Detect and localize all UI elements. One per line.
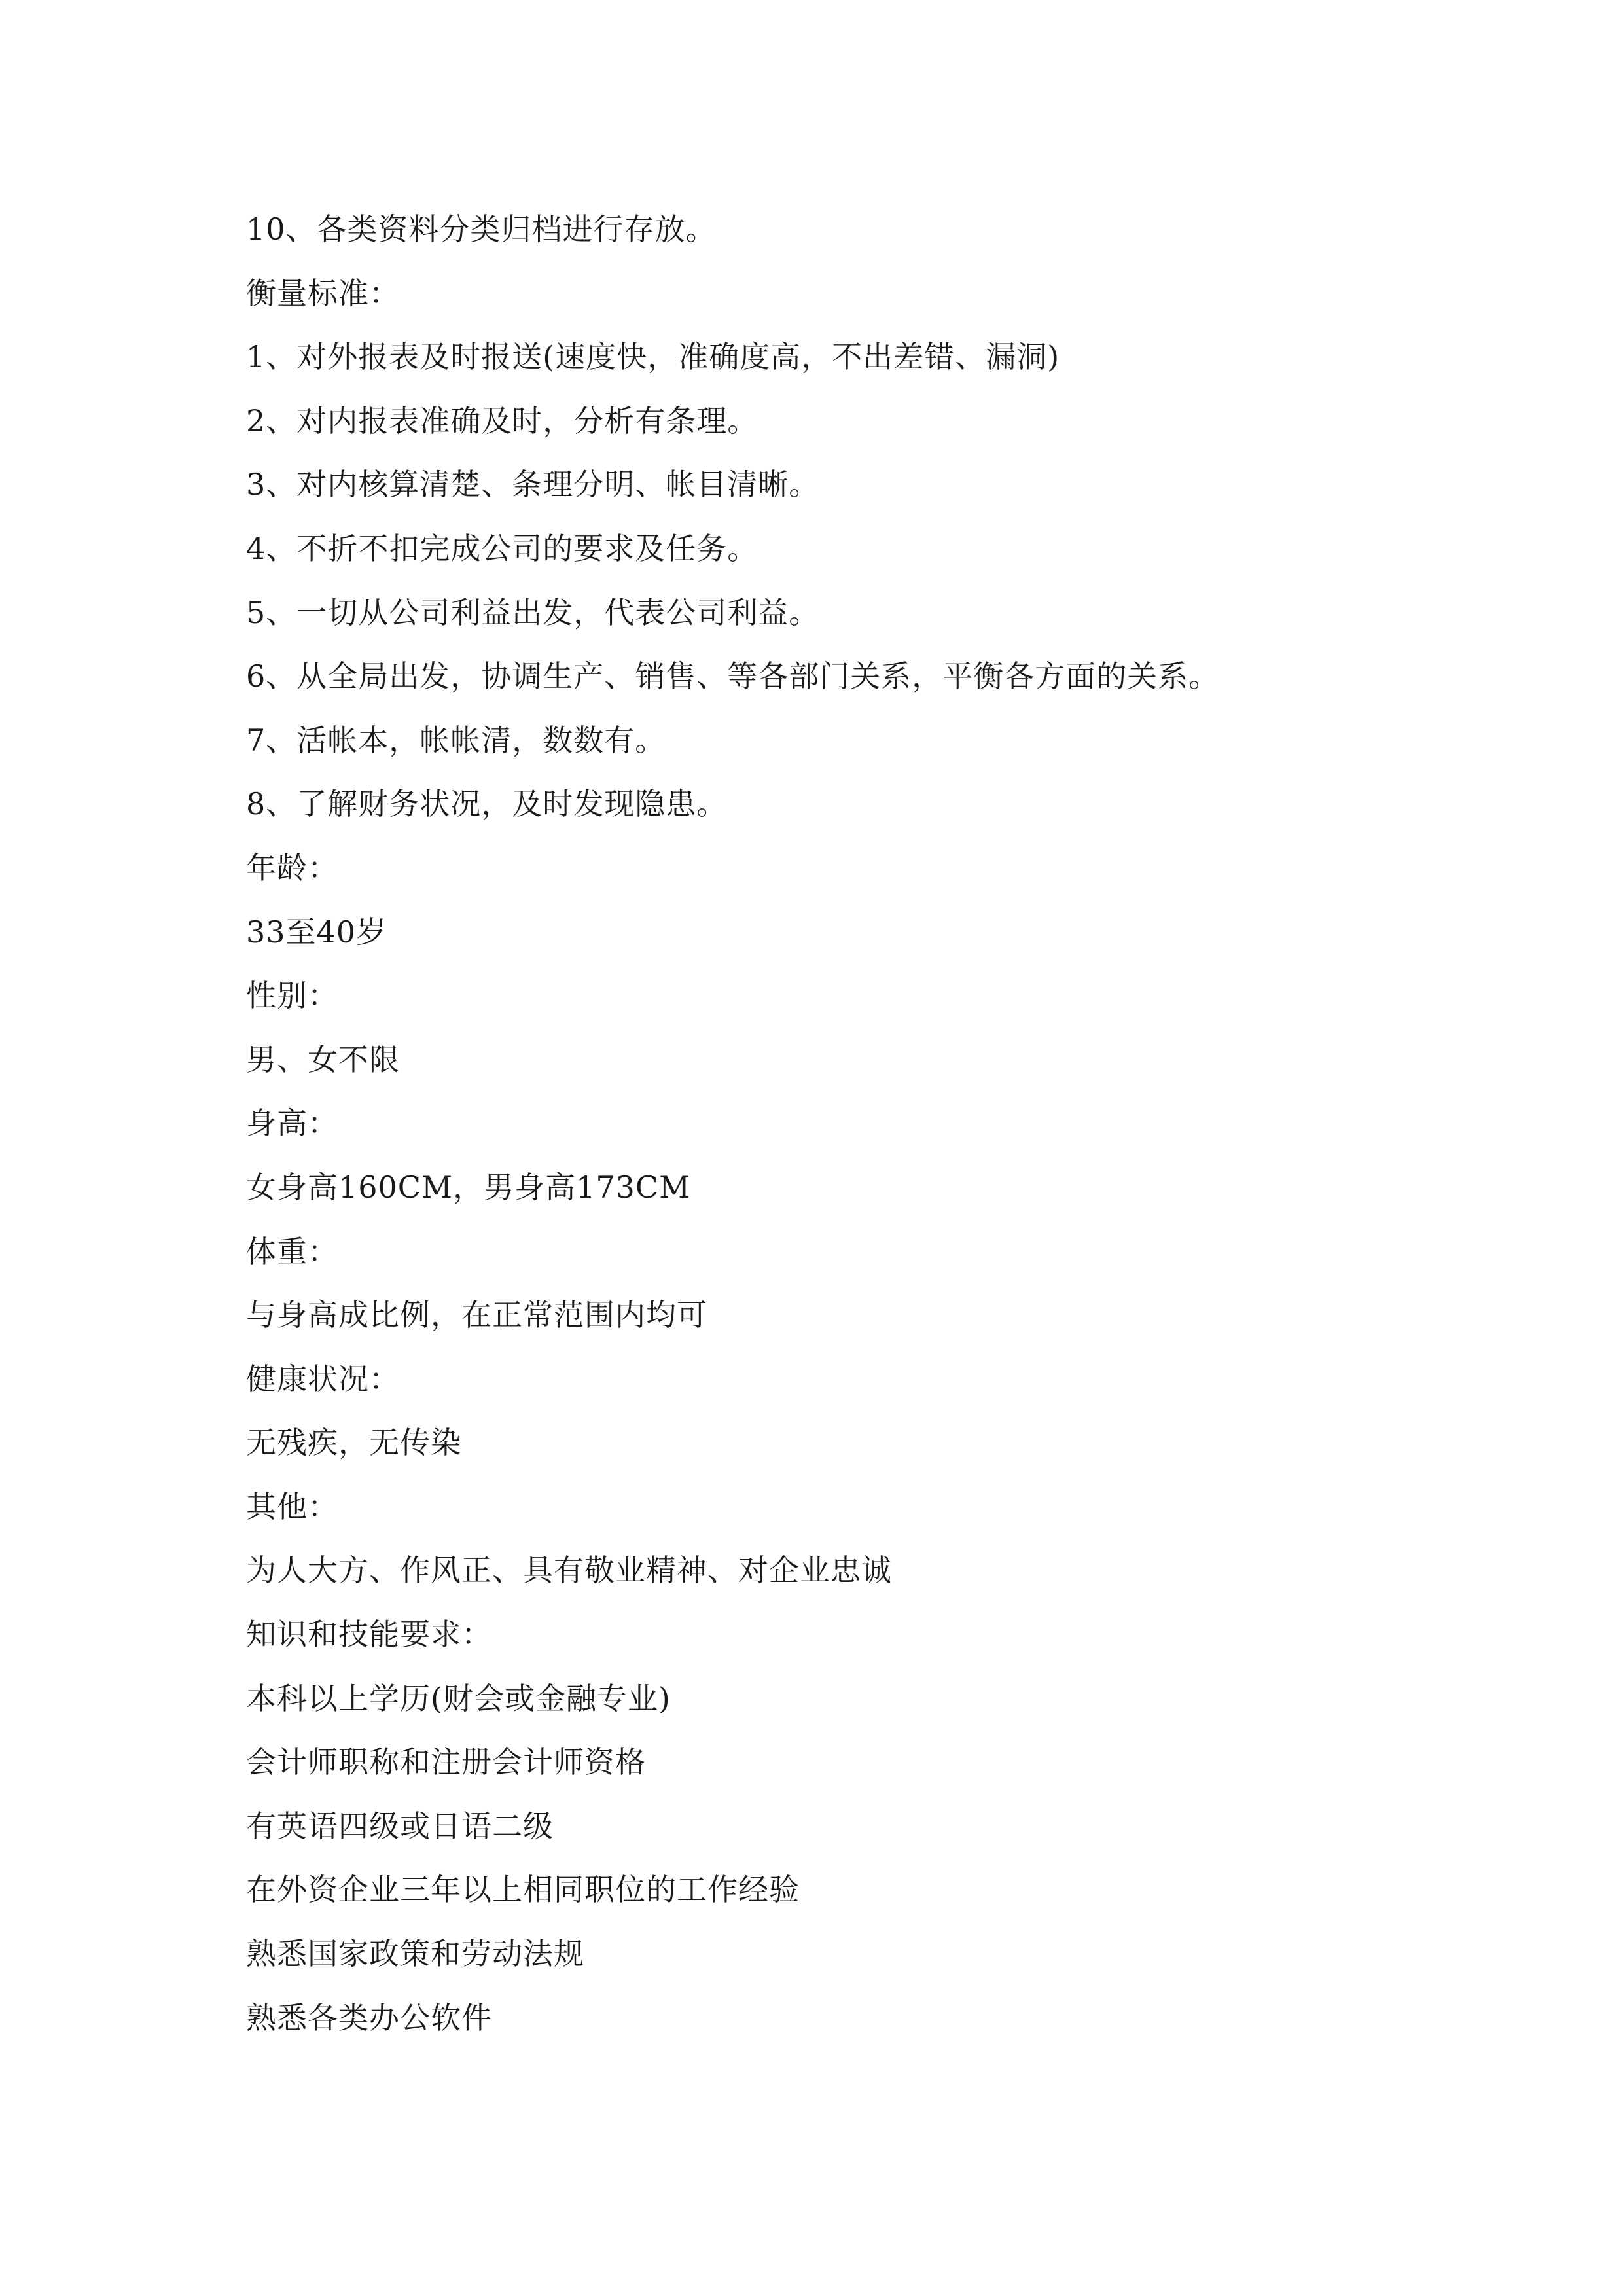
heading-other: 其他： xyxy=(246,1488,338,1524)
requirement-policy-law: 熟悉国家政策和劳动法规 xyxy=(246,1936,584,1972)
value-other: 为人大方、作风正、具有敬业精神、对企业忠诚 xyxy=(246,1552,892,1588)
value-health: 无残疾，无传染 xyxy=(246,1425,461,1461)
value-weight: 与身高成比例，在正常范围内均可 xyxy=(246,1297,707,1333)
requirement-language: 有英语四级或日语二级 xyxy=(246,1808,554,1844)
heading-health: 健康状况： xyxy=(246,1361,400,1397)
standard-item-6: 6、从全局出发，协调生产、销售、等各部门关系，平衡各方面的关系。 xyxy=(246,658,1220,694)
requirement-education: 本科以上学历(财会或金融专业) xyxy=(246,1680,671,1716)
value-gender: 男、女不限 xyxy=(246,1041,400,1077)
heading-age: 年龄： xyxy=(246,850,338,886)
value-age: 33至40岁 xyxy=(246,914,387,950)
heading-weight: 体重： xyxy=(246,1233,338,1269)
requirement-office-software: 熟悉各类办公软件 xyxy=(246,2000,492,2036)
heading-measurement-standards: 衡量标准： xyxy=(246,275,400,311)
standard-item-4: 4、不折不扣完成公司的要求及任务。 xyxy=(246,530,758,566)
heading-knowledge-skills: 知识和技能要求： xyxy=(246,1617,492,1653)
standard-item-7: 7、活帐本，帐帐清，数数有。 xyxy=(246,722,666,758)
requirement-certification: 会计师职称和注册会计师资格 xyxy=(246,1744,646,1780)
standard-item-1: 1、对外报表及时报送(速度快，准确度高，不出差错、漏洞) xyxy=(246,339,1060,375)
requirement-experience: 在外资企业三年以上相同职位的工作经验 xyxy=(246,1872,800,1908)
standard-item-3: 3、对内核算清楚、条理分明、帐目清晰。 xyxy=(246,467,820,503)
heading-height: 身高： xyxy=(246,1105,338,1141)
standard-item-5: 5、一切从公司利益出发，代表公司利益。 xyxy=(246,594,820,630)
value-height: 女身高160CM，男身高173CM xyxy=(246,1169,691,1205)
standard-item-8: 8、了解财务状况，及时发现隐患。 xyxy=(246,786,728,822)
document-body xyxy=(246,198,1424,2050)
standard-item-2: 2、对内报表准确及时，分析有条理。 xyxy=(246,403,758,439)
text-line-archiving: 10、各类资料分类归档进行存放。 xyxy=(246,211,717,247)
heading-gender: 性别： xyxy=(246,978,338,1014)
